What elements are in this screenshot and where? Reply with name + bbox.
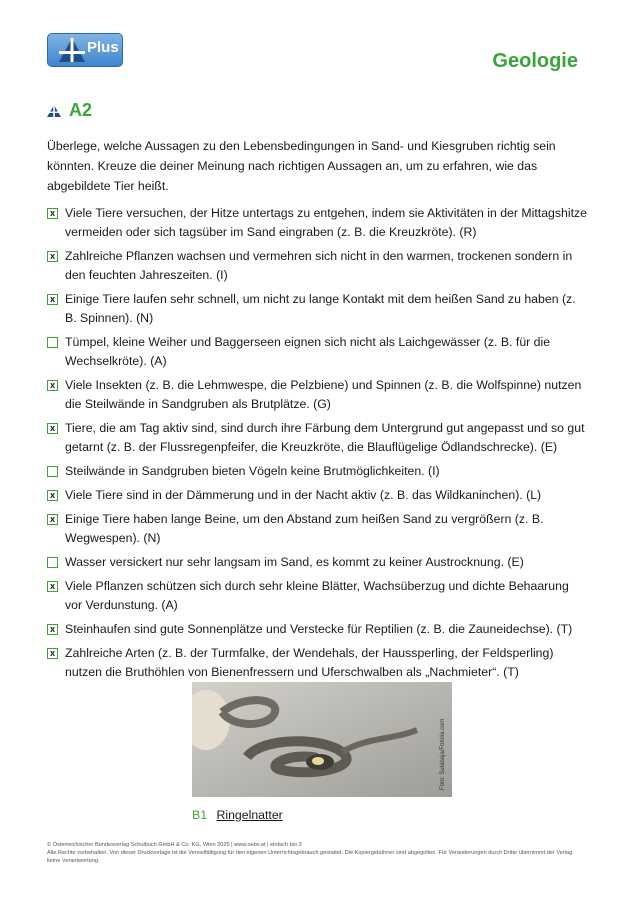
triangle-logo-icon [58,37,86,63]
statement-item [47,510,587,548]
plus-logo [47,33,123,67]
statement-checkbox[interactable]: x [47,423,58,434]
figure-caption-text: Ringelnatter [216,808,283,822]
statement-checkbox[interactable] [47,466,58,477]
statement-item [47,620,587,639]
statement-item [47,419,587,457]
footer [47,841,587,865]
statement-item [47,290,587,328]
statement-checkbox[interactable] [47,337,58,348]
statement-text: Wasser versickert nur sehr langsam im Sand, es kommt zu keiner Austrocknung. (E) [65,555,524,569]
task-instructions: Überlege, welche Aussagen zu den Lebensbedingungen in Sand- und Kiesgruben richtig sein könnten. Kreuze die deiner Meinung nach richtigen Aussagen an, um zu erfahren, wie das abgebildete Tier heißt. [47,139,556,193]
statement-item [47,376,587,414]
statement-item [47,486,587,505]
statement-list [47,204,587,687]
footer-copyright: © Österreichischer Bundesverlag Schulbuch GmbH & Co. KG, Wien 2025 | www.oebv.at | einfach bio 3 [47,842,302,848]
logo-text: Plus [87,39,119,56]
statement-checkbox[interactable]: x [47,648,58,659]
statement-checkbox[interactable]: x [47,380,58,391]
statement-checkbox[interactable]: x [47,208,58,219]
task-label: A2 [69,100,93,120]
statement-item [47,462,587,481]
statement-checkbox[interactable]: x [47,251,58,262]
statement-text: Einige Tiere haben lange Beine, um den Abstand zum heißen Sand zu vergrößern (z. B. Wegwespen). (N) [65,512,544,545]
statement-text: Tümpel, kleine Weiher und Baggerseen eignen sich nicht als Laichgewässer (z. B. für die Wechselkröte). (A) [65,335,551,368]
figure-caption [192,808,283,822]
statement-checkbox[interactable] [47,557,58,568]
statement-item [47,247,587,285]
statement-text: Viele Insekten (z. B. die Lehmwespe, die Pelzbiene) und Spinnen (z. B. die Wolfspinne) nutzen die Steilwände in Sandgruben als Brutplätze. (G) [65,378,582,411]
snake-photo [192,682,452,797]
statement-checkbox[interactable]: x [47,624,58,635]
task-triangle-icon [47,105,61,117]
statement-text: Einige Tiere laufen sehr schnell, um nicht zu lange Kontakt mit dem heißen Sand zu haben (z. B. Spinnen). (N) [65,292,576,325]
statement-item [47,644,587,682]
statement-checkbox[interactable]: x [47,514,58,525]
figure-number: B1 [192,808,208,822]
statement-text: Zahlreiche Arten (z. B. der Turmfalke, der Wendehals, der Haussperling, der Feldsperling) nutzen die Bruthöhlen von Bienenfressern und Uferschwalben als „Nachmieter“. (T) [65,646,554,679]
statement-item [47,553,587,572]
statement-text: Steilwände in Sandgruben bieten Vögeln keine Brutmöglichkeiten. (I) [65,464,440,478]
statement-text: Viele Pflanzen schützen sich durch sehr kleine Blätter, Wachsüberzug und dichte Behaarung vor Verdunstung. (A) [65,579,569,612]
photo-credit: Foto: Sulabaja/Fotolia.com [440,718,446,790]
footer-rights: Alle Rechte vorbehalten. Von dieser Druckvorlage ist die Vervielfältigung für den eigenen Unterrichtsgebrauch gestattet. Die Kopiergebühren sind abgegolten. Für Veränderungen durch Dritte übernimmt der Verlag keine Verantwortung. [47,850,573,864]
statement-item [47,577,587,615]
statement-text: Viele Tiere versuchen, der Hitze untertags zu entgehen, indem sie Aktivitäten in der Mittagshitze vermeiden oder sich tagsüber im Sand eingraben (z. B. die Kreuzkröte). (R) [65,206,587,239]
statement-text: Viele Tiere sind in der Dämmerung und in der Nacht aktiv (z. B. das Wildkaninchen). (L) [65,488,542,502]
statement-text: Tiere, die am Tag aktiv sind, sind durch ihre Färbung dem Untergrund gut angepasst und so gut getarnt (z. B. der Flussregenpfeifer, die Kreuzkröte, die Blauflügelige Ödlandschrecke). (E) [65,421,585,454]
statement-item [47,204,587,242]
statement-checkbox[interactable]: x [47,581,58,592]
statement-text: Zahlreiche Pflanzen wachsen und vermehren sich nicht in den warmen, trockenen sondern in den feuchten Jahreszeiten. (I) [65,249,573,282]
statement-item [47,333,587,371]
statement-text: Steinhaufen sind gute Sonnenplätze und Verstecke für Reptilien (z. B. die Zauneidechse). (T) [65,622,573,636]
page-title: Geologie [492,50,578,72]
statement-checkbox[interactable]: x [47,294,58,305]
statement-checkbox[interactable]: x [47,490,58,501]
task-heading [47,100,92,121]
